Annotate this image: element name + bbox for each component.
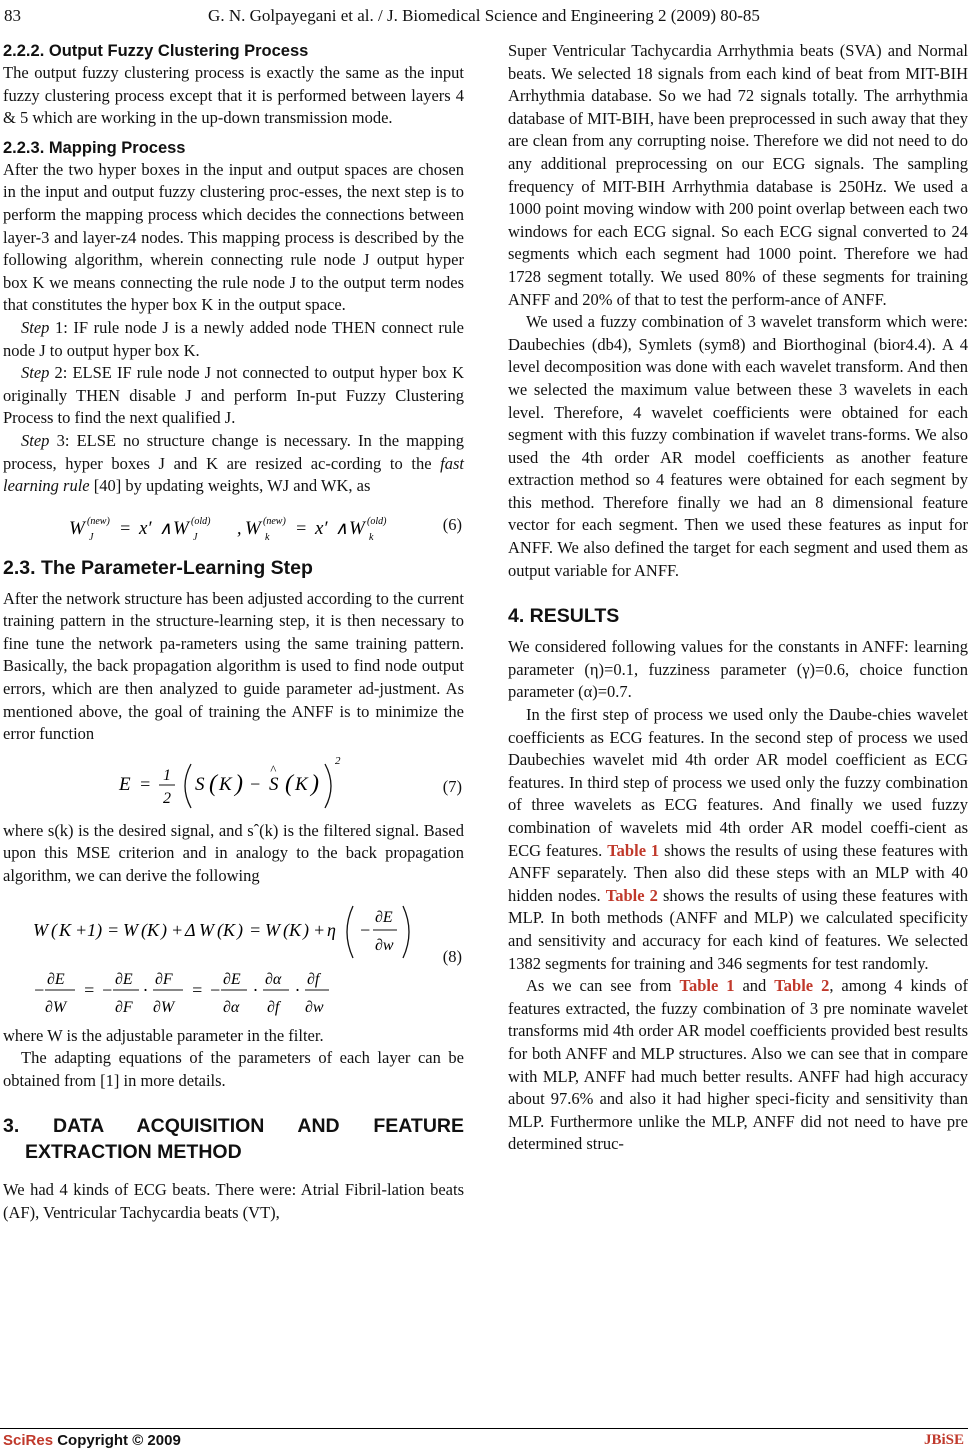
svg-text:1: 1 <box>163 766 171 784</box>
svg-text:·: · <box>295 979 300 1000</box>
equation-7-number: (7) <box>442 776 462 796</box>
svg-text:∂E: ∂E <box>115 970 133 988</box>
svg-text:−: − <box>249 773 262 794</box>
svg-text:): ) <box>161 919 167 940</box>
page-footer <box>0 1428 968 1453</box>
svg-text:∂F: ∂F <box>155 970 173 988</box>
paragraph: We used a fuzzy combination of 3 wavelet transform which were: Daubechies (db4), Symlets (sym8) and Biorthoginal (bior4.4). A 4 level decomposition was done with each wavelet transform. And then we selected the maximum value between these 3 wavelets in each level. Therefore, 4 wavelet coefficients were obtained for each segment with this fuzzy combination if wavelet trans-forms. We also used the 4th order AR model coefficients as another feature extraction method so 4 features were obtained for each segment by this method. Therefore finally we had an 8 dimensional feature vector for each segment. Then we used these features as input for ANFF. We also defined the target for each segment and used them as output variable for ANFF. <box>508 312 968 580</box>
svg-text:W: W <box>349 517 365 539</box>
section-2-3-title: 2.3. The Parameter-Learning Step <box>3 556 313 579</box>
svg-text:W: W <box>265 919 280 940</box>
svg-text:K: K <box>223 919 236 940</box>
svg-text:x′: x′ <box>139 517 152 539</box>
svg-text:(: ( <box>141 919 147 940</box>
svg-text:^: ^ <box>270 761 276 777</box>
section-2-2-2-title: 2.2.2. Output Fuzzy Clustering Process <box>3 42 309 60</box>
svg-text:K: K <box>295 773 308 795</box>
svg-text:(new): (new) <box>87 515 110 527</box>
svg-text:∂w: ∂w <box>305 998 324 1016</box>
running-header <box>0 6 968 30</box>
table-1-link[interactable]: Table 1 <box>679 976 735 996</box>
svg-text:J: J <box>89 531 94 543</box>
svg-text:=: = <box>83 979 96 1000</box>
svg-text:2: 2 <box>163 789 171 807</box>
svg-text:+: + <box>313 919 326 940</box>
section-4-title: 4. RESULTS <box>508 605 620 628</box>
svg-text:K: K <box>289 919 302 940</box>
section-2-2-3-title: 2.2.3. Mapping Process <box>3 138 186 157</box>
step-2: Step 2: ELSE IF rule node J not connected to output hyper box K originally THEN disable J and perform In-put Fuzzy Clustering Process to find the next qualified J. <box>3 363 464 428</box>
svg-text:(new): (new) <box>263 515 286 527</box>
paragraph: where W is the adjustable parameter in the filter. <box>3 1025 324 1045</box>
equation-8-number: (8) <box>442 946 462 966</box>
svg-text:W: W <box>173 517 189 539</box>
svg-text:K: K <box>59 919 72 940</box>
svg-text:(: ( <box>51 919 57 940</box>
table-2-link[interactable]: Table 2 <box>605 885 658 905</box>
equation-6-number: (6) <box>442 514 462 534</box>
paragraph: In the first step of process we used only the Daube-chies wavelet coefficients as ECG features. In the second step of process we used Daubechies wavelet mid 4th order AR model coefficient as ECG features. In third step of process we used only the fuzzy combination of three wavelets as ECG features. And finally we used fuzzy combination of wavelets mid 4th order AR model coeffi-cient as ECG features. Table 1 shows the results of using these features with ANFF separately. Then also did these steps with an MLP with 40 hidden nodes. Table 2 shows the results of using these features with MLP. In both methods (ANFF and MLP) we calculated specificity and sensitivity and accuracy for each kind of features. We selected 1382 segments for training and 346 segments for test randomly. <box>508 705 968 973</box>
svg-text:=: = <box>191 979 204 1000</box>
svg-text:): ) <box>235 770 243 797</box>
svg-text:∧: ∧ <box>159 517 173 538</box>
svg-text:∂E: ∂E <box>47 970 65 988</box>
svg-text:+: + <box>171 919 184 940</box>
equation-8-graphic <box>23 890 443 1018</box>
svg-text:∂W: ∂W <box>45 998 67 1016</box>
svg-text:+1): +1) <box>75 919 103 940</box>
svg-text:=: = <box>119 517 132 538</box>
equation-6-graphic <box>63 504 463 548</box>
svg-text:,: , <box>237 517 242 538</box>
svg-text:−: − <box>209 979 222 1000</box>
svg-text:∂f: ∂f <box>307 970 320 988</box>
svg-text:∂W: ∂W <box>153 998 175 1016</box>
svg-text:S: S <box>195 773 205 795</box>
paragraph: The adapting equations of the parameters of each layer can be obtained from [1] in more details. <box>3 1048 464 1090</box>
svg-text:k: k <box>369 531 374 543</box>
svg-text:(old): (old) <box>191 515 211 527</box>
svg-text:·: · <box>253 979 258 1000</box>
svg-text:Δ: Δ <box>185 919 196 940</box>
svg-text:(: ( <box>217 919 223 940</box>
svg-text:E: E <box>119 773 131 795</box>
svg-text:∂E: ∂E <box>375 908 393 926</box>
svg-text:∧: ∧ <box>335 517 349 538</box>
svg-text:−: − <box>101 979 114 1000</box>
table-1-link[interactable]: Table 1 <box>607 840 660 860</box>
paragraph: After the network structure has been adjusted according to the current training pattern in the structure-learning step, it is then necessary to fine tune the network pa-rameters using the same training pattern. Basically, the back propagation algorithm is used to find node output errors, which are then analyzed to guide parameter ad-justment. As mentioned above, the goal of training the ANFF is to minimize the error function <box>3 588 464 744</box>
svg-text:): ) <box>311 770 319 797</box>
svg-text:−: − <box>33 979 46 1000</box>
svg-text:∂f: ∂f <box>267 998 280 1016</box>
equation-8 <box>3 890 464 1018</box>
page-number: 83 <box>4 6 21 25</box>
right-column <box>508 40 968 1156</box>
svg-text:(: ( <box>283 919 289 940</box>
svg-text:K: K <box>147 919 160 940</box>
svg-text:∂E: ∂E <box>223 970 241 988</box>
svg-text:): ) <box>237 919 243 940</box>
svg-text:x′: x′ <box>315 517 328 539</box>
svg-text:W: W <box>123 919 138 940</box>
svg-text:=: = <box>249 919 262 940</box>
paragraph: where s(k) is the desired signal, and sˆ(k) is the filtered signal. Based upon this MSE criterion and in analogy to the back propagation algorithm, we can derive the following <box>3 820 464 886</box>
section-3-title: 3. DATA ACQUISITION AND FEATURE <box>3 1115 464 1138</box>
svg-text:W: W <box>69 517 85 539</box>
left-column <box>3 40 464 1225</box>
svg-text:W: W <box>199 919 214 940</box>
paragraph: After the two hyper boxes in the input and output spaces are chosen in the input and output fuzzy clustering proc-esses, the next step is to perform the mapping process which decides the connections between layer-3 and layer-z4 nodes. This mapping process is described by the following algorithm, wherein connecting rule node J output hyper box K we means connecting the rule node J to the output term nodes that constitutes the hyper box K in the output space. <box>3 159 464 315</box>
svg-text:S: S <box>269 773 279 795</box>
svg-text:=: = <box>107 919 120 940</box>
journal-abbrev: JBiSE <box>923 1432 964 1448</box>
svg-text:·: · <box>143 979 148 1000</box>
svg-text:(: ( <box>209 770 217 797</box>
svg-text:∂α: ∂α <box>223 998 240 1016</box>
svg-text:W: W <box>33 919 48 940</box>
paragraph: As we can see from Table 1 and Table 2, among 4 kinds of features extracted, the fuzzy combination of 3 pre nominate wavelet transforms mid 4th order AR model coefficients provided best results for both ANFF and MLP structures. Also we can see that in compare with MLP, ANFF had much better results. ANFF had high accuracy about 97.6% and also it had higher speci-ficity and sensitivity than MLP. Furthermore unlike the MLP, ANFF did not need to have pre determined struc- <box>508 976 968 1154</box>
paragraph: Super Ventricular Tachycardia Arrhythmia beats (SVA) and Normal beats. We selected 18 signals from each kind of beat from MIT-BIH Arrhythmia database. So we had 72 signals totally. The arrhythmia database of MIT-BIH, have been preprocessed in such away that they are clean from any corrupting noise. Therefore we did not need to do any additional preprocessing on our ECG signals. The sampling frequency of MIT-BIH Arrhythmia database is 250Hz. We used a 1000 point moving window with 200 point overlap between each two windows for each ECG signal. So each ECG signal converted to 24 segments which each segment had 1000 point. Therefore we had 1728 segment totally. We used 80% of these segments for training ANFF and 20% of that to test the perform-ance of ANFF. <box>508 41 968 309</box>
svg-text:J: J <box>193 531 198 543</box>
svg-text:−: − <box>359 919 372 940</box>
step-3: Step 3: ELSE no structure change is necessary. In the mapping process, hyper boxes J and K are resized ac-cording to the fast learning rule [40] by updating weights, WJ and WK, as <box>3 430 464 496</box>
paragraph: We considered following values for the constants in ANFF: learning parameter (η)=0.1, fuzziness parameter (γ)=0.6, choice function parameter (α)=0.7. <box>508 637 968 702</box>
step-1: Step 1: IF rule node J is a newly added node THEN connect rule node J to output hyper box K. <box>3 317 464 360</box>
svg-text:η: η <box>327 919 336 940</box>
svg-text:∂F: ∂F <box>115 998 133 1016</box>
equation-6 <box>3 504 464 548</box>
svg-text:∂α: ∂α <box>265 970 282 988</box>
svg-text:k: k <box>265 531 270 543</box>
svg-text:=: = <box>139 773 152 794</box>
svg-text:∂w: ∂w <box>375 936 394 954</box>
svg-text:(: ( <box>285 770 293 797</box>
svg-text:): ) <box>303 919 309 940</box>
svg-text:W: W <box>245 517 261 539</box>
paragraph: We had 4 kinds of ECG beats. There were: Atrial Fibril-lation beats (AF), Ventricular Tachycardia beats (VT), <box>3 1180 464 1222</box>
section-3-title-line2: EXTRACTION METHOD <box>25 1141 242 1164</box>
svg-text:=: = <box>295 517 308 538</box>
publisher-brand: SciRes <box>3 1432 54 1449</box>
equation-7 <box>3 750 464 820</box>
paragraph: The output fuzzy clustering process is exactly the same as the input fuzzy clustering process except that it is performed between layers 4 & 5 which are working in the up-down transmission mode. <box>3 63 464 128</box>
copyright: SciRes Copyright © 2009 <box>3 1432 181 1449</box>
svg-text:K: K <box>219 773 232 795</box>
svg-text:2: 2 <box>335 754 341 767</box>
svg-text:(old): (old) <box>367 515 387 527</box>
running-title: G. N. Golpayegani et al. / J. Biomedical Science and Engineering 2 (2009) 80-85 <box>208 6 760 25</box>
table-2-link[interactable]: Table 2 <box>774 976 830 996</box>
